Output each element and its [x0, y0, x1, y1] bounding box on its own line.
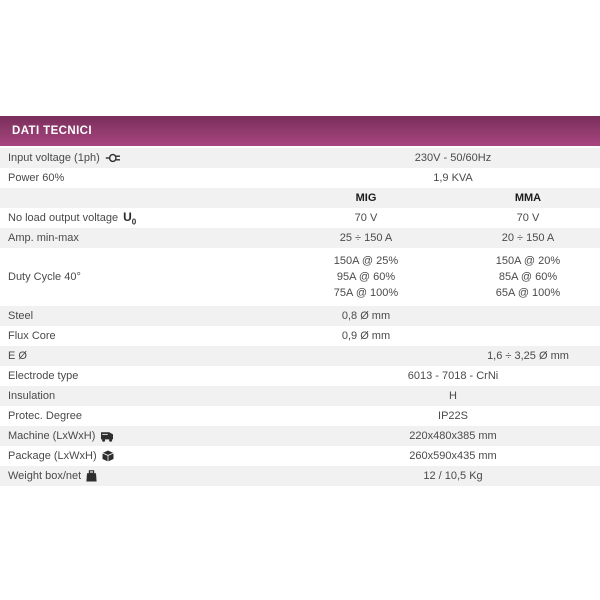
insulation-label: Insulation [8, 390, 56, 402]
duty-cycle-label: Duty Cycle 40° [8, 271, 81, 283]
amp-min-max-mma: 20 ÷ 150 A [501, 232, 555, 244]
row-amp-min-max [0, 228, 600, 248]
row-insulation [0, 386, 600, 406]
duty-cycle-mig: 150A @ 25% 95A @ 60% 75A @ 100% [333, 255, 399, 299]
flux-core-mig: 0,9 Ø mm [341, 330, 391, 342]
row-power [0, 168, 600, 188]
row-column-headers [0, 188, 600, 208]
row-input-voltage [0, 148, 600, 168]
protection-degree-label: Protec. Degree [8, 410, 82, 422]
column-header-mig: MIG [355, 192, 377, 204]
column-header-mma: MMA [514, 192, 542, 204]
row-steel [0, 306, 600, 326]
no-load-voltage-mig: 70 V [354, 212, 378, 224]
steel-mig: 0,8 Ø mm [341, 310, 391, 322]
technical-data-table [0, 116, 600, 486]
electrode-type-label: Electrode type [8, 370, 79, 382]
row-package-dimensions [0, 446, 600, 466]
package-icon [102, 450, 114, 462]
amp-min-max-label: Amp. min-max [8, 232, 79, 244]
row-protection-degree [0, 406, 600, 426]
weight-label: Weight box/net [8, 470, 82, 482]
machine-icon [100, 430, 114, 442]
row-electrode-type [0, 366, 600, 386]
table-title: DATI TECNICI [12, 125, 92, 137]
no-load-voltage-mma: 70 V [516, 212, 540, 224]
row-flux-core [0, 326, 600, 346]
power-label: Power 60% [8, 172, 65, 184]
protection-degree-value: IP22S [438, 410, 468, 422]
table-title-bar [0, 116, 600, 146]
no-load-voltage-label: No load output voltage [8, 211, 119, 224]
power-value: 1,9 KVA [433, 172, 473, 184]
flux-core-label: Flux Core [8, 330, 56, 342]
package-dimensions-label: Package (LxWxH) [8, 450, 97, 462]
duty-cycle-mma: 150A @ 20% 85A @ 60% 65A @ 100% [495, 255, 561, 299]
insulation-value: H [449, 390, 457, 402]
steel-label: Steel [8, 310, 34, 322]
row-machine-dimensions [0, 426, 600, 446]
row-duty-cycle [0, 248, 600, 306]
machine-dimensions-value: 220x480x385 mm [409, 430, 497, 442]
machine-dimensions-label: Machine (LxWxH) [8, 430, 96, 442]
row-no-load-voltage [0, 208, 600, 228]
e-diameter-mma: 1,6 ÷ 3,25 Ø mm [487, 350, 569, 362]
row-weight [0, 466, 600, 486]
plug-icon [105, 152, 121, 164]
input-voltage-label: Input voltage (1ph) [8, 152, 100, 164]
electrode-type-value: 6013 - 7018 - CrNi [407, 370, 499, 382]
weight-value: 12 / 10,5 Kg [423, 470, 483, 482]
input-voltage-value: 230V - 50/60Hz [414, 152, 492, 164]
e-diameter-label: E Ø [8, 350, 27, 362]
weight-icon [86, 470, 97, 482]
package-dimensions-value: 260x590x435 mm [409, 450, 497, 462]
row-e-diameter [0, 346, 600, 366]
u0-symbol: $U_0$ [123, 209, 137, 227]
amp-min-max-mig: 25 ÷ 150 A [339, 232, 393, 244]
